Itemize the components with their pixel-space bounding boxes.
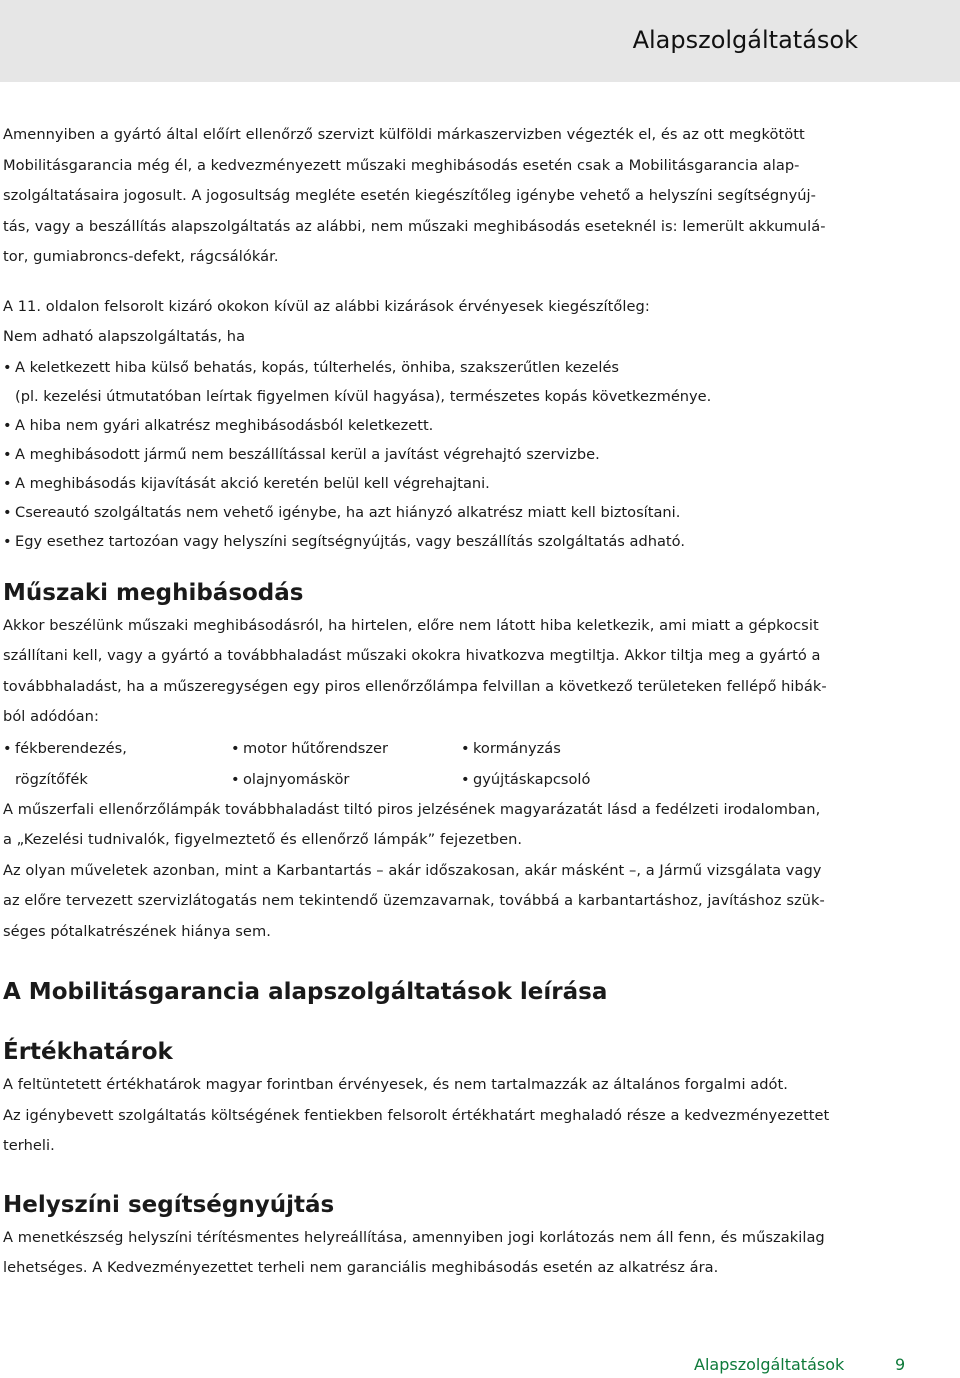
list-item xyxy=(3,498,908,527)
technical-para-line: séges pótalkatrészének hiánya sem. xyxy=(3,922,271,940)
limits-section xyxy=(3,1037,908,1162)
section-title-limits: Értékhatárok xyxy=(3,1039,173,1065)
intro-line: tor, gumiabroncs-defekt, rágcsálókár. xyxy=(3,248,279,265)
limits-line: terheli. xyxy=(3,1137,55,1154)
exclusions-section xyxy=(3,292,908,556)
onsite-line: A menetkészség helyszíni térítésmentes helyreállítása, amennyiben jogi korlátozás nem áll fenn, és műszakilag xyxy=(3,1228,825,1246)
intro-line: Mobilitásgarancia még él, a kedvezményezett műszaki meghibásodás esetén csak a Mobilitásgarancia alap- xyxy=(3,156,800,174)
intro-paragraph xyxy=(3,120,908,273)
technical-section xyxy=(3,578,908,948)
intro-line: Amennyiben a gyártó által előírt ellenőrző szervizt külföldi márkaszervizben végezték el, és az ott megkötött xyxy=(3,126,805,143)
exclusions-intro: Nem adható alapszolgáltatás, ha xyxy=(3,328,246,345)
list-item xyxy=(3,440,908,469)
technical-para-line: továbbhaladást, ha a műszeregységen egy piros ellenőrzőlámpa felvillan a következő területeken fellépő hibák- xyxy=(3,677,827,695)
intro-line: szolgáltatásaira jogosult. A jogosultság megléte esetén kiegészítőleg igénybe vehető a helyszíni segítségnyúj- xyxy=(3,187,816,204)
page-number: 9 xyxy=(895,1355,906,1374)
exclusions-list xyxy=(3,353,908,556)
technical-para-line: A műszerfali ellenőrzőlámpák továbbhaladást tiltó piros jelzésének magyarázatát lásd a fedélzeti irodalomban, xyxy=(3,800,821,818)
technical-para-line: a „Kezelési tudnivalók, figyelmeztető és ellenőrző lámpák” fejezetben. xyxy=(3,831,523,848)
grid-item: • motor hűtőrendszer xyxy=(231,733,461,764)
list-item-text: Csereautó szolgáltatás nem vehető igénybe, ha azt hiányzó alkatrész miatt kell biztosítani. xyxy=(15,503,681,521)
grid-item: • kormányzás xyxy=(461,733,741,764)
page-header-band xyxy=(0,0,960,82)
list-item-text: A meghibásodott jármű nem beszállítással kerül a javítást végrehajtó szervizbe. xyxy=(15,445,600,463)
list-item-text: A hiba nem gyári alkatrész meghibásodásból keletkezett. xyxy=(15,416,434,434)
warning-areas-grid xyxy=(3,733,908,795)
list-item-text: A meghibásodás kijavítását akció keretén belül kell végrehajtani. xyxy=(15,474,490,492)
technical-para-line: Az olyan műveletek azonban, mint a Karbantartás – akár időszakosan, akár másként –, a Jármű vizsgálata vagy xyxy=(3,861,822,879)
list-item-text: A keletkezett hiba külső behatás, kopás, túlterhelés, önhiba, szakszerűtlen kezelés xyxy=(15,358,620,376)
grid-item: • fékberendezés, xyxy=(3,733,231,764)
list-item-text: Egy esethez tartozóan vagy helyszíni segítségnyújtás, vagy beszállítás szolgáltatás adható. xyxy=(15,532,685,550)
section-title-technical: Műszaki meghibásodás xyxy=(3,579,304,606)
technical-para-line: ból adódóan: xyxy=(3,708,99,725)
list-item xyxy=(3,469,908,498)
list-item xyxy=(3,527,908,556)
list-item-continuation: (pl. kezelési útmutatóban leírtak figyelmen kívül hagyása), természetes kopás következménye. xyxy=(15,387,712,405)
technical-para-line: Akkor beszélünk műszaki meghibásodásról, ha hirtelen, előre nem látott hiba keletkezik, ami miatt a gépkocsit xyxy=(3,616,819,634)
list-item xyxy=(3,411,908,440)
grid-item: • olajnyomáskör xyxy=(231,764,461,795)
page-header-title: Alapszolgáltatások xyxy=(632,26,858,54)
list-item xyxy=(3,353,908,411)
onsite-line: lehetséges. A Kedvezményezettet terheli nem garanciális meghibásodás esetén az alkatrész ára. xyxy=(3,1259,719,1276)
exclusions-intro: A 11. oldalon felsorolt kizáró okokon kívül az alábbi kizárások érvényesek kiegészítőleg: xyxy=(3,297,650,315)
grid-item: rögzítőfék xyxy=(15,770,88,788)
intro-line: tás, vagy a beszállítás alapszolgáltatás az alábbi, nem műszaki meghibásodás eseteknél is: lemerült akkumulá- xyxy=(3,217,826,235)
technical-para-line: szállítani kell, vagy a gyártó a továbbhaladást műszaki okokra hivatkozva megtiltja. Akkor tiltja meg a gyártó a xyxy=(3,647,821,664)
technical-para-line: az előre tervezett szervizlátogatás nem tekintendő üzemzavarnak, továbbá a karbantartáshoz, javításhoz szük- xyxy=(3,892,825,909)
onsite-section xyxy=(3,1190,908,1284)
section-title-description: A Mobilitásgarancia alapszolgáltatások leírása xyxy=(3,979,608,1005)
limits-line: A feltüntetett értékhatárok magyar forintban érvényesek, és nem tartalmazzák az általános forgalmi adót. xyxy=(3,1076,788,1093)
footer-section-title: Alapszolgáltatások xyxy=(694,1355,845,1374)
grid-item: • gyújtáskapcsoló xyxy=(461,764,741,795)
limits-line: Az igénybevett szolgáltatás költségének fentiekben felsorolt értékhatárt meghaladó része a kedvezményezettet xyxy=(3,1106,830,1124)
section-title-onsite: Helyszíni segítségnyújtás xyxy=(3,1191,335,1218)
page-content xyxy=(3,120,908,1284)
